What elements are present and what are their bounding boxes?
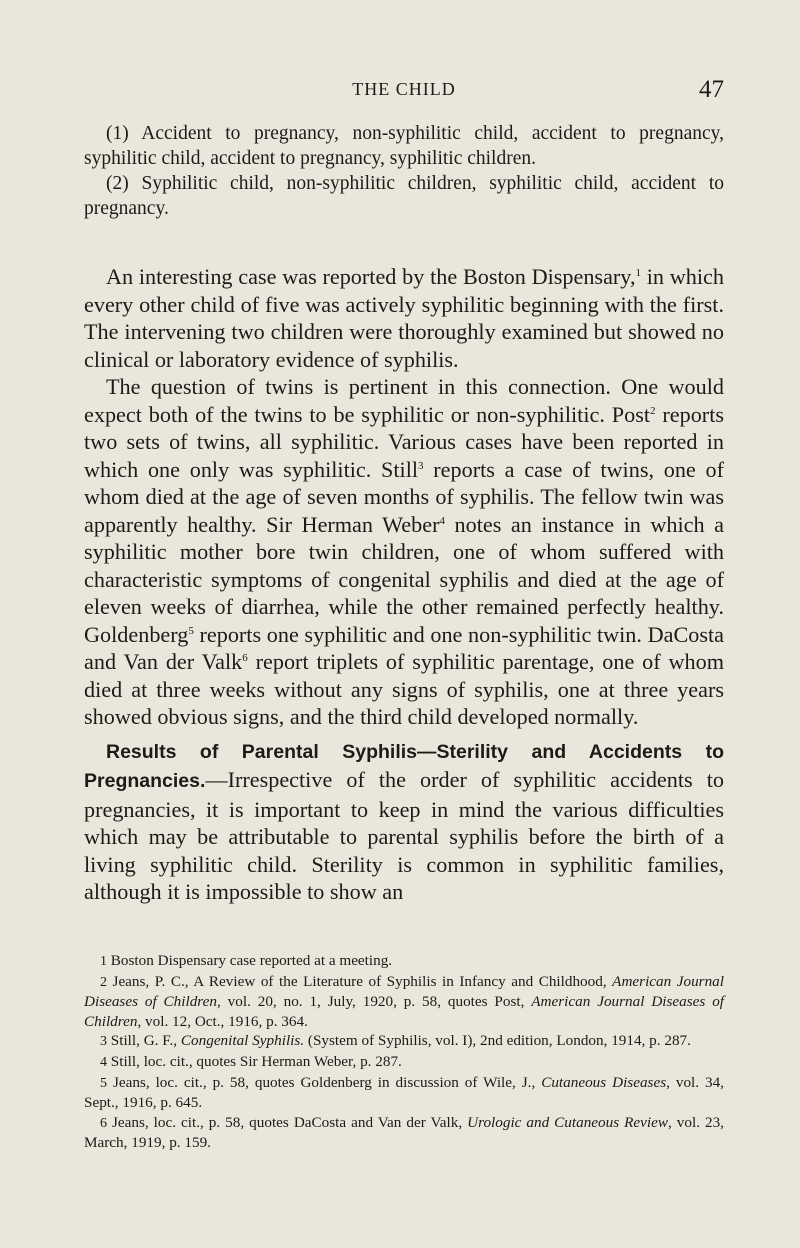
footnote-text: , vol. 12, Oct., 1916, p. 364. (137, 1012, 308, 1030)
footnote-text: (System of Syphilis, vol. I), 2nd edition, London, 1914, p. 287. (304, 1032, 691, 1050)
footnote-text: Still, G. F., (107, 1032, 181, 1050)
footnote-text: Jeans, loc. cit., p. 58, quotes Goldenberg in discussion of Wile, J., (107, 1073, 542, 1091)
footnote-text: Still, loc. cit., quotes Sir Herman Weber, p. 287. (107, 1052, 402, 1070)
footnote-text: , vol. 20, no. 1, July, 1920, p. 58, quotes Post, (217, 993, 532, 1011)
footnote-ref-6: 6 (242, 652, 248, 664)
running-head: THE CHILD (352, 79, 456, 99)
page-number: 47 (699, 76, 724, 103)
footnotes (84, 951, 724, 1153)
footnote-1 (84, 951, 724, 972)
journal-title: American Journal Diseases of Children (84, 993, 725, 1030)
footnote-text: Boston Dispensary case reported at a meeting. (107, 952, 393, 969)
paragraph-text: The question of twins is pertinent in this connection. One would expect both of the twins to be syphilitic or non-syphilitic. Post (84, 374, 724, 427)
footnote-text: , vol. 23, March, 1919, p. 159. (84, 1113, 724, 1152)
footnote-ref-2: 2 (650, 404, 656, 417)
pregnancy-ordering-list (84, 121, 724, 221)
section-body: —Irrespective of the order of syphilitic accidents to pregnancies, it is important to keep in mind the various difficulties which may be attributable to parental syphilis before the birth of a living syphilitic child. Sterility is common in syphilitic families, although it is impossible to show an (84, 767, 724, 904)
paragraph-text: in which every other child of five was actively syphilitic beginning with the first. The intervening two children were thoroughly examined but showed no clinical or laboratory evidence of syphilis. (84, 264, 725, 372)
footnote-text: Jeans, P. C., A Review of the Literature of Syphilis in Infancy and Childhood, (107, 972, 613, 990)
footnote-number: 6 (100, 1115, 107, 1131)
journal-title: Urologic and Cutaneous Review (467, 1113, 668, 1131)
footnote-number: 4 (100, 1054, 107, 1070)
footnote-number: 1 (100, 954, 107, 969)
journal-title: American Journal Diseases of Children (84, 972, 724, 1011)
paragraph-twins (84, 373, 724, 731)
paragraph-text: notes an instance in which a syphilitic mother bore twin children, one of whom suffered with characteristic symptoms of congenital syphilis and died at the age of eleven weeks of diarrhea, while the other remained perfectly healthy. Goldenberg (84, 511, 724, 647)
journal-title: Cutaneous Diseases (541, 1073, 667, 1091)
footnote-text: Jeans, loc. cit., p. 58, quotes DaCosta and Van der Valk, (107, 1113, 468, 1131)
footnote-6 (84, 1113, 724, 1153)
paragraph-boston-dispensary (84, 263, 724, 373)
paragraph-text: report triplets of syphilitic parentage, one of whom died at three weeks without any signs of syphilis, one at three years showed obvious signs, and the third child developed normally. (84, 649, 724, 729)
footnote-number: 2 (100, 974, 107, 990)
footnote-number: 3 (100, 1034, 107, 1050)
ordering-item-2: (2) Syphilitic child, non-syphilitic children, syphilitic child, accident to pregnancy. (84, 173, 724, 219)
paragraph-text: reports two sets of twins, all syphilitic. Various cases have been reported in which one only was syphilitic. Still (84, 401, 724, 482)
paragraph-text: reports a case of twins, one of whom died at the age of seven months of syphilis. The fellow twin was apparently healthy. Sir Herman Weber (84, 456, 724, 537)
footnote-ref-1: 1 (635, 267, 642, 279)
page-header (84, 76, 724, 106)
book-title: Congenital Syphilis. (180, 1032, 305, 1050)
section-heading: Results of Parental Syphilis—Sterility and Accidents to Pregnancies. (84, 740, 724, 792)
footnote-ref-4: 4 (439, 514, 445, 527)
footnote-ref-3: 3 (418, 459, 424, 472)
footnote-text: , vol. 34, Sept., 1916, p. 645. (84, 1073, 724, 1112)
footnote-ref-5: 5 (188, 624, 194, 637)
footnote-4 (84, 1052, 724, 1073)
paragraph-text: An interesting case was reported by the Boston Dispensary, (106, 264, 636, 289)
footnote-2 (84, 972, 724, 1032)
main-text (84, 263, 724, 906)
paragraph-text: reports one syphilitic and one non-syphilitic twin. DaCosta and Van der Valk (84, 621, 724, 674)
footnote-5 (84, 1073, 724, 1113)
paragraph-results-section (84, 737, 724, 906)
ordering-item-1: (1) Accident to pregnancy, non-syphilitic child, accident to pregnancy, syphilitic child, accident to pregnancy, syphilitic children. (84, 123, 724, 169)
footnote-3 (84, 1031, 724, 1052)
footnote-number: 5 (100, 1075, 107, 1091)
